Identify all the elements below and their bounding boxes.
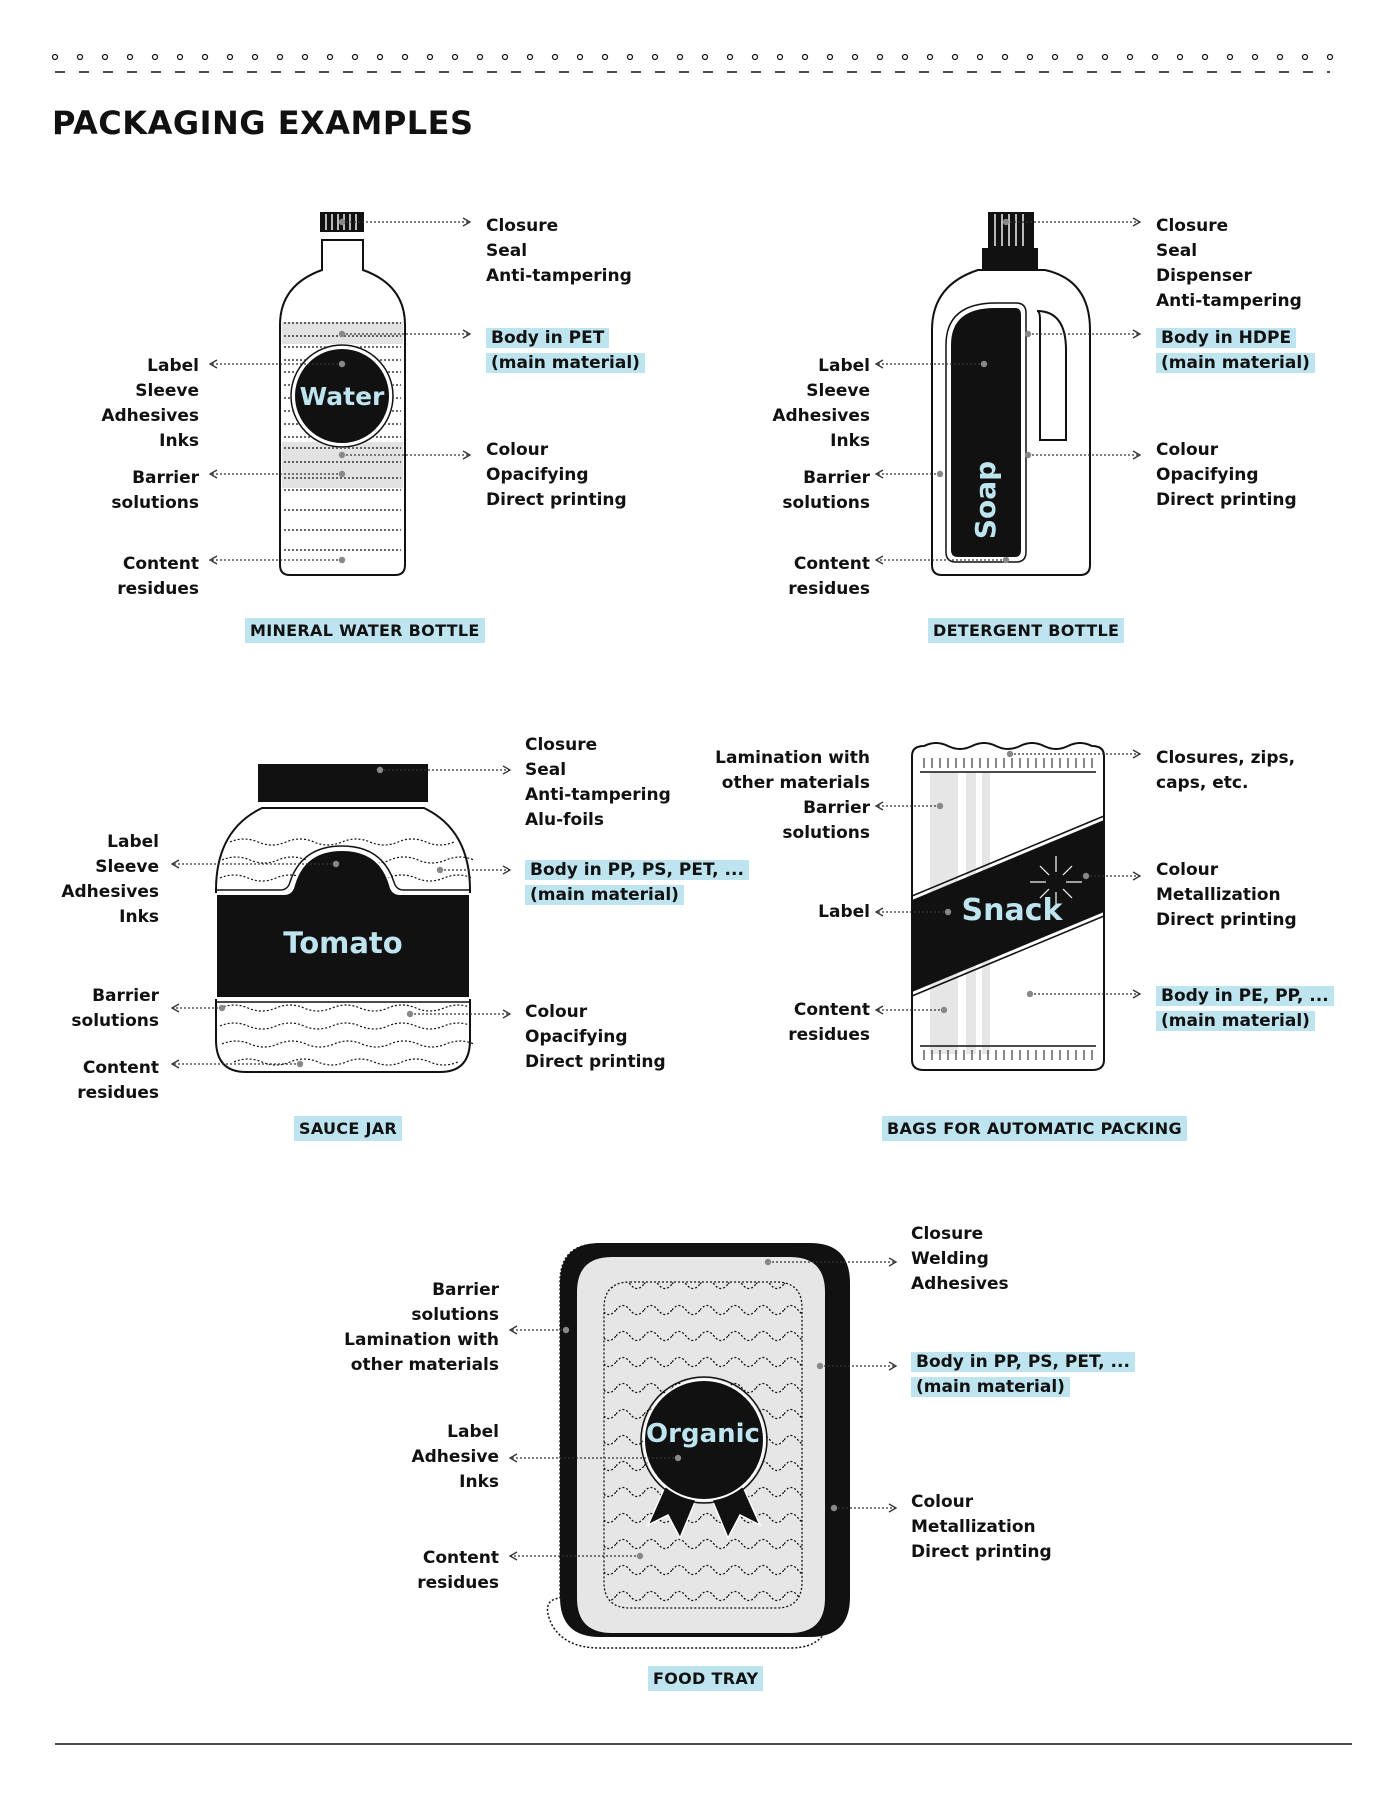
tray-barrier-line: Lamination with xyxy=(344,1330,499,1350)
bags-lamination-labels xyxy=(715,746,870,846)
bags-label-line: Label xyxy=(818,902,870,922)
leader-dot xyxy=(1027,991,1033,997)
leader-dot xyxy=(937,471,943,477)
bags-content-line: Content xyxy=(793,1000,870,1020)
tray-closure-labels xyxy=(911,1222,1009,1297)
detergent-label-line: Adhesives xyxy=(772,406,870,426)
leader-dot xyxy=(339,361,345,367)
sauce-closure-line: Alu-foils xyxy=(525,810,604,830)
top-decoration xyxy=(53,55,1333,73)
leader-dot xyxy=(339,452,345,458)
bags-closures-line: Closures, zips, xyxy=(1156,748,1296,768)
bags-colour-line: Colour xyxy=(1156,860,1219,880)
snack-label-text: Snack xyxy=(961,893,1063,928)
water-barrier-line: Barrier xyxy=(132,468,199,488)
tray-barrier-line: other materials xyxy=(350,1355,499,1375)
sauce-closure-line: Seal xyxy=(525,760,567,780)
bags-content-labels xyxy=(788,998,870,1048)
bags-content-line: residues xyxy=(788,1025,870,1045)
leader-dot xyxy=(945,909,951,915)
detergent-label-labels xyxy=(772,354,870,454)
organic-label-text: Organic xyxy=(646,1419,760,1449)
sauce-label-line: Label xyxy=(107,832,159,852)
leader-dot xyxy=(941,1007,947,1013)
bags-colour-labels xyxy=(1156,858,1297,933)
sauce-barrier-line: Barrier xyxy=(92,986,159,1006)
sauce-barrier-line: solutions xyxy=(71,1011,159,1031)
water-body-labels xyxy=(486,326,645,376)
water-colour-line: Opacifying xyxy=(486,465,589,485)
sauce-body-line: Body in PP, PS, PET, ... xyxy=(525,858,749,883)
detergent-barrier-line: solutions xyxy=(782,493,870,513)
sauce-barrier-labels xyxy=(71,984,159,1034)
bags-lamination-line: Barrier xyxy=(803,798,870,818)
detergent-label-line: Inks xyxy=(830,431,870,451)
detergent-colour-line: Colour xyxy=(1156,440,1219,460)
leader-dot xyxy=(563,1327,569,1333)
bags-colour-line: Direct printing xyxy=(1156,910,1297,930)
detergent-colour-labels xyxy=(1156,438,1297,513)
leader-dot xyxy=(219,1005,225,1011)
detergent-colour-line: Direct printing xyxy=(1156,490,1297,510)
water-bottle-caption: MINERAL WATER BOTTLE xyxy=(245,618,485,643)
detergent-closure-line: Closure xyxy=(1156,216,1229,236)
sauce-jar-illustration xyxy=(216,764,474,1072)
leader-dot xyxy=(675,1455,681,1461)
tray-label-line: Label xyxy=(447,1422,499,1442)
leader-dot xyxy=(377,767,383,773)
food-tray-caption: FOOD TRAY xyxy=(648,1666,763,1691)
leader-dot xyxy=(1003,219,1009,225)
leader-dot xyxy=(1007,751,1013,757)
sauce-closure-labels xyxy=(525,733,671,833)
tray-label-line: Inks xyxy=(459,1472,499,1492)
sauce-jar-caption: SAUCE JAR xyxy=(294,1116,402,1141)
detergent-colour-line: Opacifying xyxy=(1156,465,1259,485)
detergent-bottle-illustration xyxy=(932,212,1090,575)
tray-closure-line: Adhesives xyxy=(911,1274,1009,1294)
leader-dot xyxy=(981,361,987,367)
leader-dot xyxy=(817,1363,823,1369)
bags-label-labels xyxy=(818,900,870,925)
bags-lamination-line: solutions xyxy=(782,823,870,843)
water-barrier-labels xyxy=(111,466,199,516)
tray-colour-line: Colour xyxy=(911,1492,974,1512)
sauce-content-line: Content xyxy=(82,1058,159,1078)
leader-dot xyxy=(1025,331,1031,337)
page-title: PACKAGING EXAMPLES xyxy=(52,104,474,142)
sauce-colour-line: Colour xyxy=(525,1002,588,1022)
sauce-colour-line: Direct printing xyxy=(525,1052,666,1072)
tray-barrier-labels xyxy=(344,1278,499,1378)
leader-dot xyxy=(339,331,345,337)
water-colour-labels xyxy=(486,438,627,513)
detergent-content-line: residues xyxy=(788,579,870,599)
bags-closures-line: caps, etc. xyxy=(1156,773,1249,793)
tray-body-line: Body in PP, PS, PET, ... xyxy=(911,1350,1135,1375)
sauce-content-line: residues xyxy=(77,1083,159,1103)
bags-body-line: Body in PE, PP, ... xyxy=(1156,984,1334,1009)
detergent-body-line: Body in HDPE xyxy=(1156,326,1315,351)
tray-colour-line: Metallization xyxy=(911,1517,1036,1537)
detergent-content-labels xyxy=(788,552,870,602)
leader-dot xyxy=(339,471,345,477)
tray-closure-line: Welding xyxy=(911,1249,989,1269)
water-label-labels xyxy=(101,354,199,454)
bags-lamination-line: other materials xyxy=(721,773,870,793)
sauce-colour-line: Opacifying xyxy=(525,1027,628,1047)
detergent-body-line: (main material) xyxy=(1156,351,1315,376)
tray-label-line: Adhesive xyxy=(411,1447,499,1467)
bags-closures-labels xyxy=(1156,746,1295,796)
bags-body-labels xyxy=(1156,984,1334,1034)
leader-dot xyxy=(1083,873,1089,879)
leader-dot xyxy=(765,1259,771,1265)
sauce-label-line: Inks xyxy=(119,907,159,927)
sauce-label-line: Adhesives xyxy=(61,882,159,902)
water-content-labels xyxy=(117,552,199,602)
tray-label-labels xyxy=(411,1420,499,1495)
water-label-line: Adhesives xyxy=(101,406,199,426)
leader-dot xyxy=(297,1061,303,1067)
tray-closure-line: Closure xyxy=(911,1224,984,1244)
water-body-line: Body in PET xyxy=(486,326,645,351)
water-label-line: Label xyxy=(147,356,199,376)
leader-dot xyxy=(333,861,339,867)
tray-barrier-line: solutions xyxy=(411,1305,499,1325)
tray-body-line: (main material) xyxy=(911,1375,1135,1400)
water-label-line: Sleeve xyxy=(135,381,199,401)
leader-dot xyxy=(937,803,943,809)
tray-colour-labels xyxy=(911,1490,1052,1565)
leader-dot xyxy=(339,557,345,563)
soap-label-text: Soap xyxy=(969,460,1002,540)
water-closure-line: Closure xyxy=(486,216,559,236)
water-content-line: Content xyxy=(122,554,199,574)
sauce-closure-line: Anti-tampering xyxy=(525,785,671,805)
sauce-body-line: (main material) xyxy=(525,883,749,908)
leader-dot xyxy=(437,867,443,873)
detergent-closure-line: Seal xyxy=(1156,241,1198,261)
leader-dot xyxy=(339,219,345,225)
detergent-closure-labels xyxy=(1156,214,1302,314)
sauce-colour-labels xyxy=(525,1000,666,1075)
tray-content-labels xyxy=(417,1546,499,1596)
bags-body-line: (main material) xyxy=(1156,1009,1334,1034)
detergent-barrier-labels xyxy=(782,466,870,516)
water-colour-line: Direct printing xyxy=(486,490,627,510)
detergent-closure-line: Dispenser xyxy=(1156,266,1252,286)
detergent-barrier-line: Barrier xyxy=(803,468,870,488)
detergent-label-line: Sleeve xyxy=(806,381,870,401)
water-colour-line: Colour xyxy=(486,440,549,460)
leader-dot xyxy=(1003,557,1009,563)
tray-colour-line: Direct printing xyxy=(911,1542,1052,1562)
leader-dot xyxy=(407,1011,413,1017)
bags-lamination-line: Lamination with xyxy=(715,748,870,768)
leader-dot xyxy=(637,1553,643,1559)
sauce-body-labels xyxy=(525,858,749,908)
water-content-line: residues xyxy=(117,579,199,599)
detergent-bottle-caption: DETERGENT BOTTLE xyxy=(928,618,1124,643)
leader-dot xyxy=(831,1505,837,1511)
sauce-closure-line: Closure xyxy=(525,735,598,755)
sauce-label-labels xyxy=(61,830,159,930)
sauce-label-line: Sleeve xyxy=(95,857,159,877)
detergent-body-labels xyxy=(1156,326,1315,376)
tray-content-line: Content xyxy=(422,1548,499,1568)
bags-caption: BAGS FOR AUTOMATIC PACKING xyxy=(882,1116,1187,1141)
bags-colour-line: Metallization xyxy=(1156,885,1281,905)
sauce-content-labels xyxy=(77,1056,159,1106)
water-body-line: (main material) xyxy=(486,351,645,376)
water-barrier-line: solutions xyxy=(111,493,199,513)
detergent-closure-line: Anti-tampering xyxy=(1156,291,1302,311)
tray-content-line: residues xyxy=(417,1573,499,1593)
water-closure-line: Seal xyxy=(486,241,528,261)
water-closure-line: Anti-tampering xyxy=(486,266,632,286)
tray-barrier-line: Barrier xyxy=(432,1280,499,1300)
tomato-label-text: Tomato xyxy=(283,926,403,960)
leader-dot xyxy=(1025,452,1031,458)
water-closure-labels xyxy=(486,214,632,289)
detergent-label-line: Label xyxy=(818,356,870,376)
detergent-content-line: Content xyxy=(793,554,870,574)
water-label-line: Inks xyxy=(159,431,199,451)
tray-body-labels xyxy=(911,1350,1135,1400)
water-label-text: Water xyxy=(299,382,385,411)
